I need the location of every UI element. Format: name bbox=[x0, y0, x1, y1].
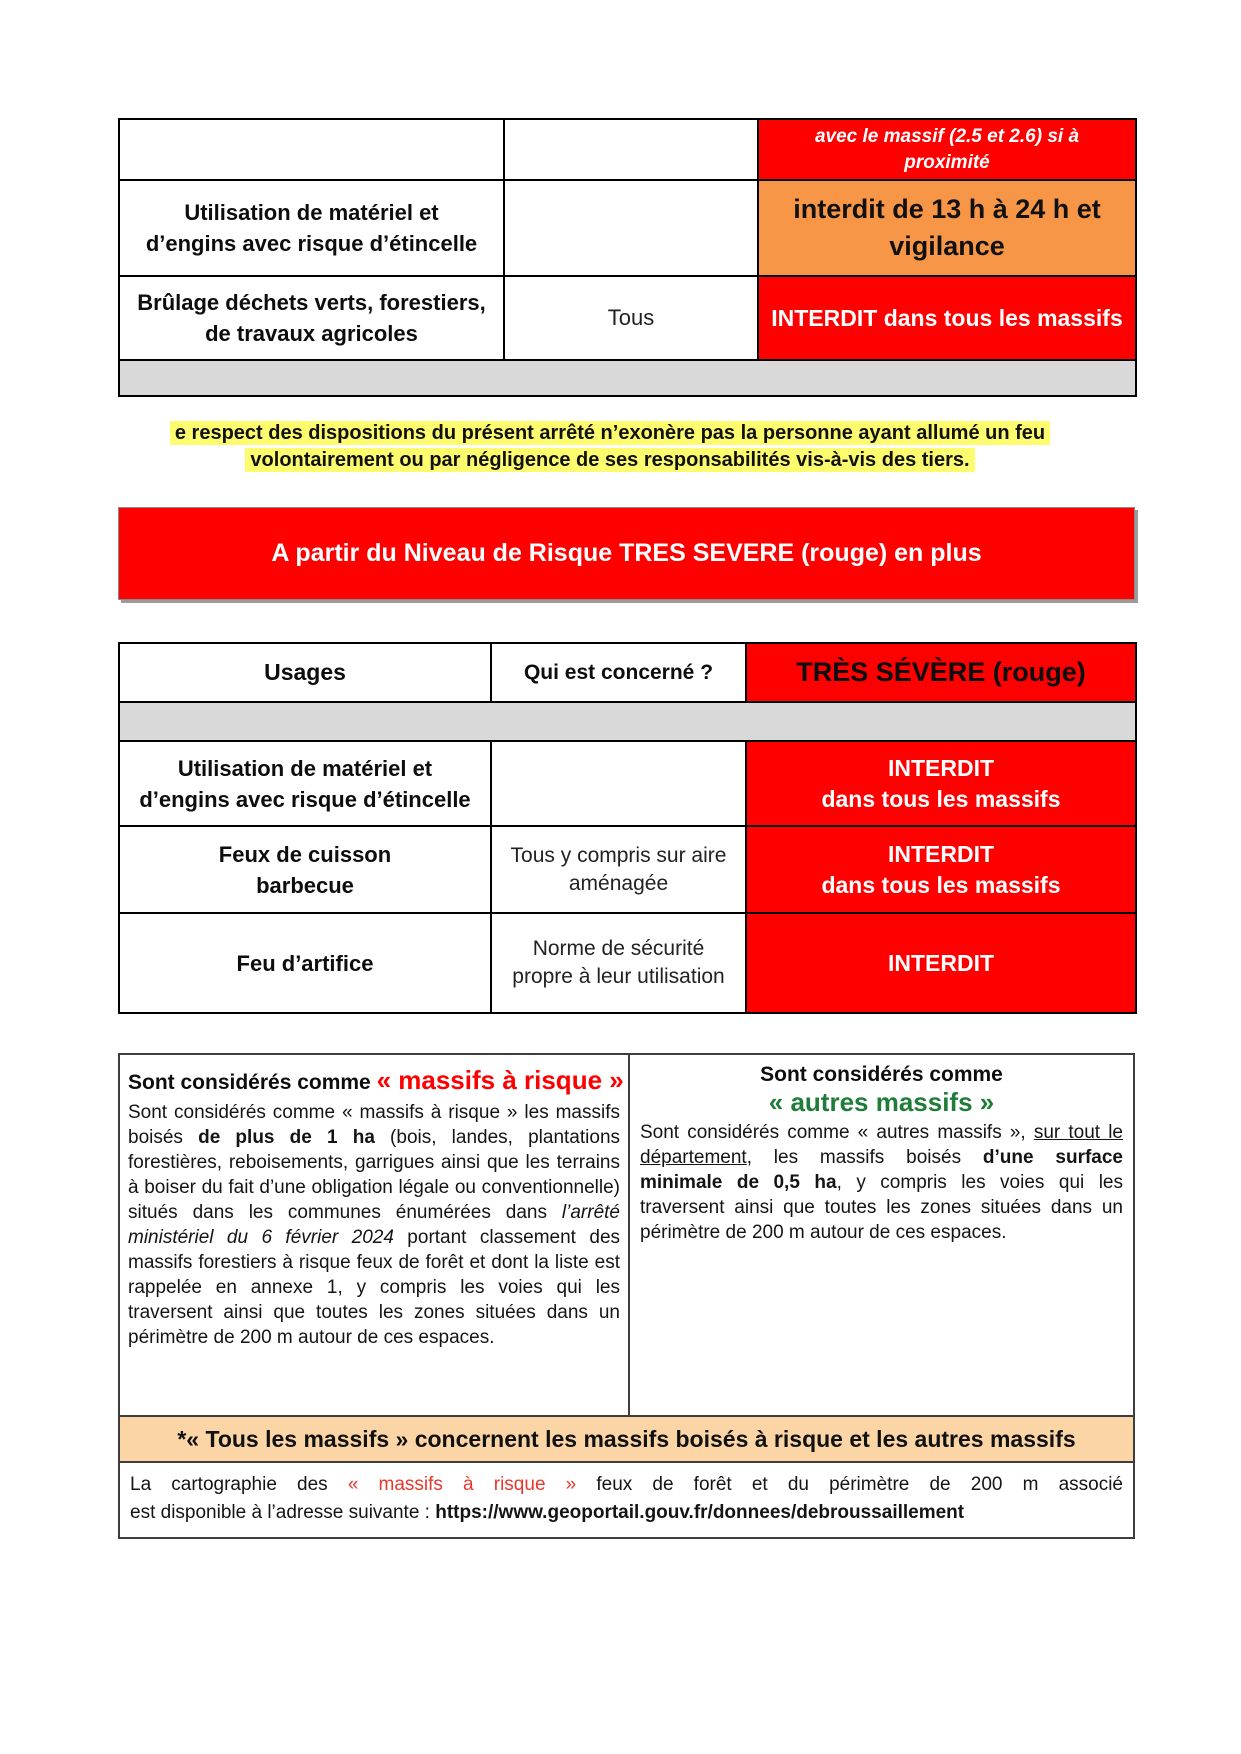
rule-text: avec le massif (2.5 et 2.6) si à bbox=[814, 125, 1080, 147]
usage-table-tres-severe bbox=[118, 642, 1137, 1014]
paragraph-underline: sur tout le département bbox=[640, 1122, 1123, 1168]
usage-cell-empty bbox=[119, 119, 504, 180]
paragraph-bold: de plus de 1 ha bbox=[198, 1127, 375, 1148]
usage-text: Feux de cuisson bbox=[218, 841, 392, 867]
geoportail-url: https://www.geoportail.gouv.fr/donnees/debroussaillement bbox=[435, 1502, 965, 1523]
title-red-emphasis: « massifs à risque » bbox=[376, 1065, 624, 1095]
table-row-separator bbox=[119, 360, 1136, 396]
note-line bbox=[130, 1471, 1123, 1499]
autres-massifs-panel bbox=[630, 1055, 1133, 1415]
rule-text: dans tous les massifs bbox=[821, 785, 1061, 812]
notice-line: e respect des dispositions du présent arrêté n’exonère pas la personne ayant allumé un feu bbox=[170, 421, 1050, 445]
rule-text: proximité bbox=[904, 151, 990, 173]
usage-text: Utilisation de matériel et bbox=[184, 200, 439, 225]
rule-text: dans tous les massifs bbox=[821, 871, 1061, 898]
rule-text: INTERDIT bbox=[887, 754, 995, 781]
table-row bbox=[119, 180, 1136, 276]
massifs-a-risque-panel bbox=[120, 1055, 630, 1415]
usage-cell-feux-cuisson bbox=[119, 826, 491, 913]
fire-usage-table-top bbox=[118, 118, 1137, 397]
exoneration-notice bbox=[140, 420, 1080, 474]
gray-band bbox=[119, 360, 1136, 396]
header-usages: Usages bbox=[119, 643, 491, 702]
cartography-note bbox=[120, 1463, 1133, 1537]
who-text: Norme de sécurité bbox=[532, 937, 705, 960]
usage-cell-etincelle bbox=[119, 741, 491, 826]
massifs-a-risque-paragraph bbox=[128, 1100, 620, 1350]
risk-level-banner bbox=[118, 507, 1135, 600]
rule-cell-interdit-massifs: INTERDIT dans tous les massifs bbox=[758, 276, 1136, 360]
note-text: feux de forêt et du périmètre de 200 m associé bbox=[576, 1474, 1123, 1495]
paragraph-italic: l’arrêté ministériel du 6 février 2024 bbox=[128, 1202, 620, 1248]
who-cell-empty bbox=[504, 119, 758, 180]
notice-line: volontairement ou par négligence de ses responsabilités vis-à-vis des tiers. bbox=[245, 448, 974, 472]
header-tres-severe: TRÈS SÉVÈRE (rouge) bbox=[746, 643, 1136, 702]
paragraph-text: portant classement des massifs forestiers à risque feux de forêt et dont la liste est rappelée en annexe 1, y compris les voies qui les traversent ainsi que toutes les zones situées dans un périmètre de 200 m autour de ces espaces. bbox=[128, 1227, 621, 1348]
gray-band bbox=[119, 702, 1136, 741]
who-cell-empty bbox=[504, 180, 758, 276]
who-cell-tous: Tous bbox=[504, 276, 758, 360]
usage-text: Feu d’artifice bbox=[236, 950, 374, 976]
paragraph-text: (bois, landes, plantations forestières, reboisements, garrigues ainsi que les terrains à boiser du fait d’une obligation légale ou conventionnelle) situés dans les communes énumérées dans bbox=[128, 1127, 621, 1223]
definitions-columns bbox=[120, 1055, 1133, 1415]
rule-cell-interdit-massifs bbox=[746, 741, 1136, 826]
rule-text: interdit de 13 h à 24 h et bbox=[793, 194, 1101, 224]
table-header-row bbox=[119, 643, 1136, 702]
usage-text: d’engins avec risque d’étincelle bbox=[145, 231, 478, 256]
who-cell-norme-securite bbox=[491, 913, 746, 1013]
rule-cell-massif-proximity bbox=[758, 119, 1136, 180]
usage-cell-brulage bbox=[119, 276, 504, 360]
paragraph-text: , les massifs boisés bbox=[746, 1147, 983, 1168]
usage-text: Brûlage déchets verts, forestiers, bbox=[137, 290, 486, 315]
note-text: La cartographie des bbox=[130, 1474, 348, 1495]
paragraph-text: Sont considérés comme « massifs à risque » les massifs boisés bbox=[128, 1102, 620, 1148]
table-row bbox=[119, 913, 1136, 1013]
tous-les-massifs-note-band bbox=[120, 1415, 1133, 1463]
usage-text: d’engins avec risque d’étincelle bbox=[139, 786, 471, 812]
autres-massifs-paragraph bbox=[640, 1120, 1123, 1245]
table-row bbox=[119, 276, 1136, 360]
rule-cell-interdit-massifs bbox=[746, 826, 1136, 913]
who-text: aménagée bbox=[568, 871, 669, 895]
rule-text: INTERDIT bbox=[887, 840, 995, 867]
note-red-text: « massifs à risque » bbox=[347, 1474, 577, 1495]
banner-title: A partir du Niveau de Risque TRES SEVERE (rouge) en plus bbox=[271, 539, 982, 567]
note-text: est disponible à l’adresse suivante : bbox=[130, 1502, 436, 1523]
who-text: Tous y compris sur aire bbox=[510, 843, 727, 867]
autres-massifs-title bbox=[640, 1063, 1123, 1117]
who-cell-aire-amenagee bbox=[491, 826, 746, 913]
paragraph-bold: d’une surface minimale de 0,5 ha bbox=[640, 1147, 1123, 1193]
header-qui-est-concerne: Qui est concerné ? bbox=[491, 643, 746, 702]
note-line bbox=[130, 1499, 1123, 1527]
paragraph-text: Sont considérés comme « autres massifs », bbox=[640, 1122, 1034, 1143]
title-green-emphasis: « autres massifs » bbox=[768, 1087, 995, 1117]
rule-cell-interdit-13h-24h bbox=[758, 180, 1136, 276]
table-row bbox=[119, 119, 1136, 180]
table-row-separator bbox=[119, 702, 1136, 741]
table-row bbox=[119, 741, 1136, 826]
usage-text: de travaux agricoles bbox=[205, 321, 418, 346]
who-cell-empty bbox=[491, 741, 746, 826]
massifs-a-risque-title bbox=[128, 1065, 624, 1096]
usage-cell-etincelle bbox=[119, 180, 504, 276]
paragraph-text: , y compris les voies qui les traversent ainsi que toutes les zones situées dans un périmètre de 200 m autour de ces espaces. bbox=[640, 1172, 1123, 1243]
rule-cell-interdit bbox=[746, 913, 1136, 1013]
title-line: Sont considérés comme bbox=[760, 1063, 1003, 1086]
band-text: *« Tous les massifs » concernent les massifs boisés à risque et les autres massifs bbox=[177, 1425, 1076, 1452]
rule-text: INTERDIT bbox=[887, 949, 995, 976]
rule-text: vigilance bbox=[889, 231, 1005, 261]
massifs-definitions-box bbox=[118, 1053, 1135, 1539]
usage-text: Utilisation de matériel et bbox=[177, 755, 433, 781]
who-text: propre à leur utilisation bbox=[512, 965, 725, 988]
usage-text: barbecue bbox=[256, 872, 354, 898]
table-row bbox=[119, 826, 1136, 913]
title-prefix: Sont considérés comme bbox=[128, 1071, 377, 1094]
usage-cell-feu-artifice bbox=[119, 913, 491, 1013]
